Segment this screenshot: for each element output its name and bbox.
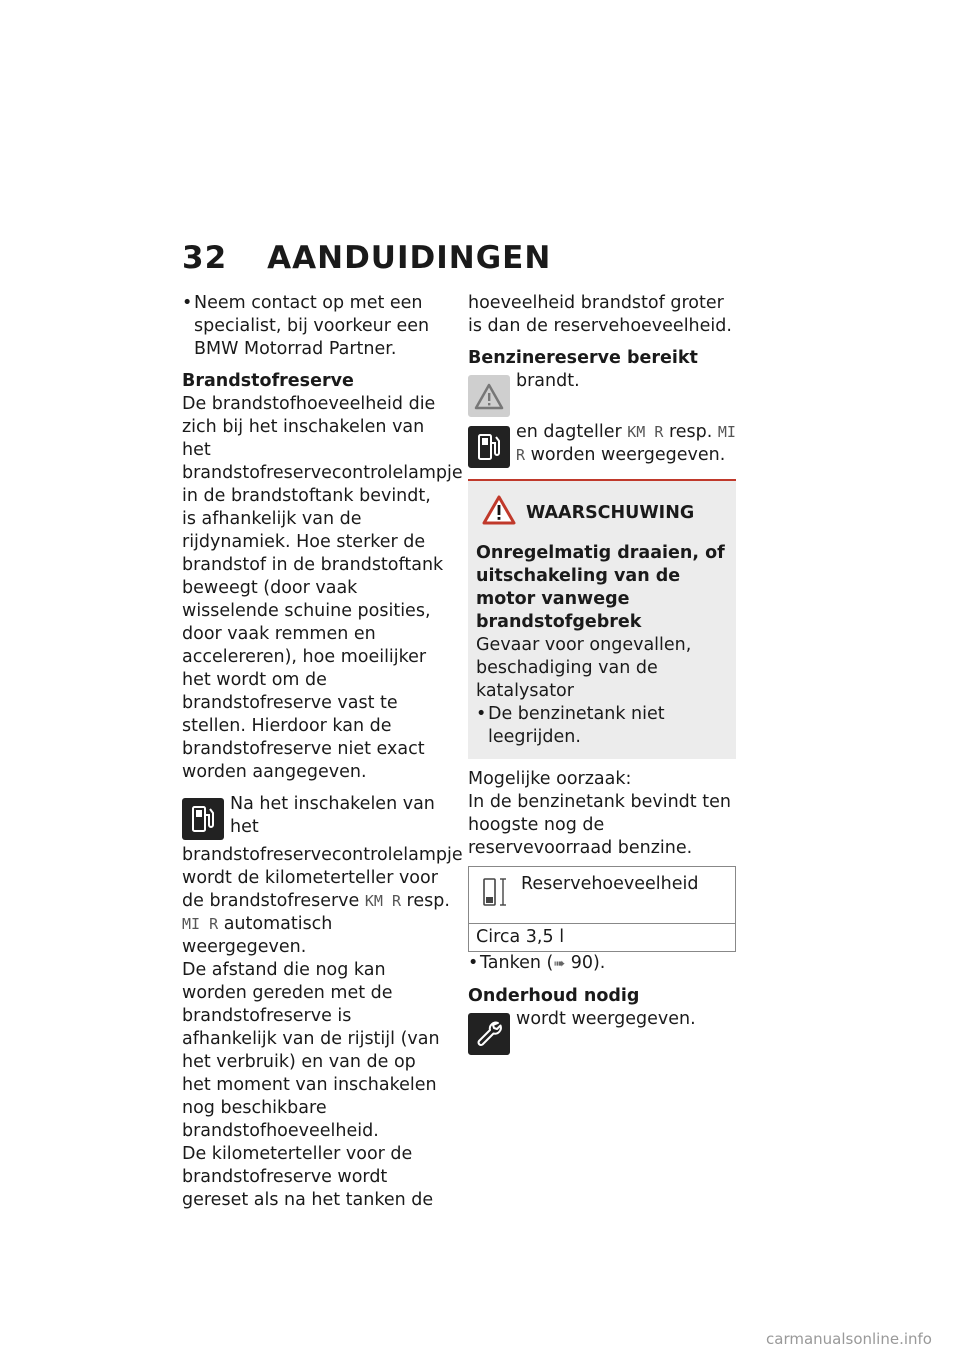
left-column xyxy=(182,292,463,1212)
warning-title xyxy=(482,495,726,532)
code-km-r: KM R xyxy=(627,423,664,441)
warning-text: Gevaar voor ongevallen, beschadiging van de katalysator xyxy=(476,635,692,701)
reserve-counter-text-b: automatisch weergegeven. xyxy=(182,914,333,957)
fuel-icon-paragraph xyxy=(182,793,463,959)
reserve-table xyxy=(468,866,736,952)
trip-text-a: en dagteller xyxy=(516,422,628,442)
fuel-reserve-paragraph: De brandstofhoeveelheid die zich bij het inschakelen van het brandstofreservecontrolelampje in de brandstoftank bevindt, is afhankelijk van de rijdynamiek. Hoe sterker de brandstof in de brandstoftank beweegt (door vaak wisselende schuine posities, door vaak remmen en accelereren), hoe moeilijker het wordt om de brandstofreserve vast te stellen. Hierdoor kan de brandstofreserve niet exact worden aangegeven. xyxy=(182,394,463,782)
service-line xyxy=(468,1008,736,1031)
resp-text: resp. xyxy=(400,891,450,911)
reset-paragraph: De kilometerteller voor de brandstofreserve wordt gereset als na het tanken de xyxy=(182,1144,434,1210)
reserve-counter-text-a: Na het inschakelen van het brandstofreservecontrolelampje wordt de kilometerteller voor de brandstofreserve xyxy=(182,794,463,911)
brandt-text: brandt. xyxy=(516,371,580,391)
service-heading: Onderhoud nodig xyxy=(468,986,640,1006)
page-header xyxy=(182,240,551,276)
cause-text: In de benzinetank bevindt ten hoogste nog de reservevoorraad benzine. xyxy=(468,792,731,858)
reserve-label: Reservehoeveelheid xyxy=(521,874,699,894)
trip-text-b: worden weergegeven. xyxy=(525,445,726,465)
warning-bullet: • De benzinetank niet leegrijden. xyxy=(476,703,726,749)
distance-paragraph: De afstand die nog kan worden gereden met de brandstofreserve is afhankelijk van de rijstijl (van het verbruik) en van de op het moment van inschakelen nog beschikbare brandstofhoeveelheid. xyxy=(182,960,440,1141)
watermark: carmanualsonline.info xyxy=(766,1330,932,1348)
warning-box xyxy=(468,479,736,759)
fuel-pump-icon xyxy=(468,426,510,468)
service-text: wordt weergegeven. xyxy=(516,1009,696,1029)
resp-text: resp. xyxy=(663,422,713,442)
tank-text: Tanken ( xyxy=(480,953,554,973)
tank-close: ). xyxy=(592,953,606,973)
tank-page-ref[interactable]: 90 xyxy=(570,953,593,973)
right-column xyxy=(468,292,736,1059)
code-km-r: KM R xyxy=(364,892,401,910)
cause-label: Mogelijke oorzaak: xyxy=(468,769,632,789)
warning-icon xyxy=(482,495,516,532)
warning-triangle-icon xyxy=(468,375,510,417)
trip-counter-line xyxy=(468,421,736,467)
reserve-value: Circa 3,5 l xyxy=(476,927,565,947)
code-mi-r: MI R xyxy=(182,915,219,933)
page-reference-arrow-icon: ➠ xyxy=(553,956,566,972)
fuel-reserve-gauge-icon xyxy=(481,875,511,915)
warning-light-line xyxy=(468,370,736,393)
fuel-reserve-heading: Brandstofreserve xyxy=(182,371,354,391)
fuel-reserve-reached-heading: Benzinereserve bereikt xyxy=(468,348,698,368)
page-number: 32 xyxy=(182,240,228,276)
warning-label: WAARSCHUWING xyxy=(526,503,695,523)
wrench-icon xyxy=(468,1013,510,1055)
warning-heading: Onregelmatig draaien, of uitschakeling van de motor vanwege brandstofgebrek xyxy=(476,543,725,632)
fuel-pump-icon xyxy=(182,798,224,840)
reserve-table-header xyxy=(469,867,735,924)
page-title: AANDUIDINGEN xyxy=(267,240,552,276)
tank-bullet xyxy=(468,952,736,976)
reset-paragraph-continued: hoeveelheid brandstof groter is dan de reservehoeveelheid. xyxy=(468,293,732,336)
contact-bullet: • Neem contact op met een specialist, bij voorkeur een BMW Motorrad Partner. xyxy=(182,292,450,361)
code-mi-r: MI R xyxy=(516,423,736,464)
